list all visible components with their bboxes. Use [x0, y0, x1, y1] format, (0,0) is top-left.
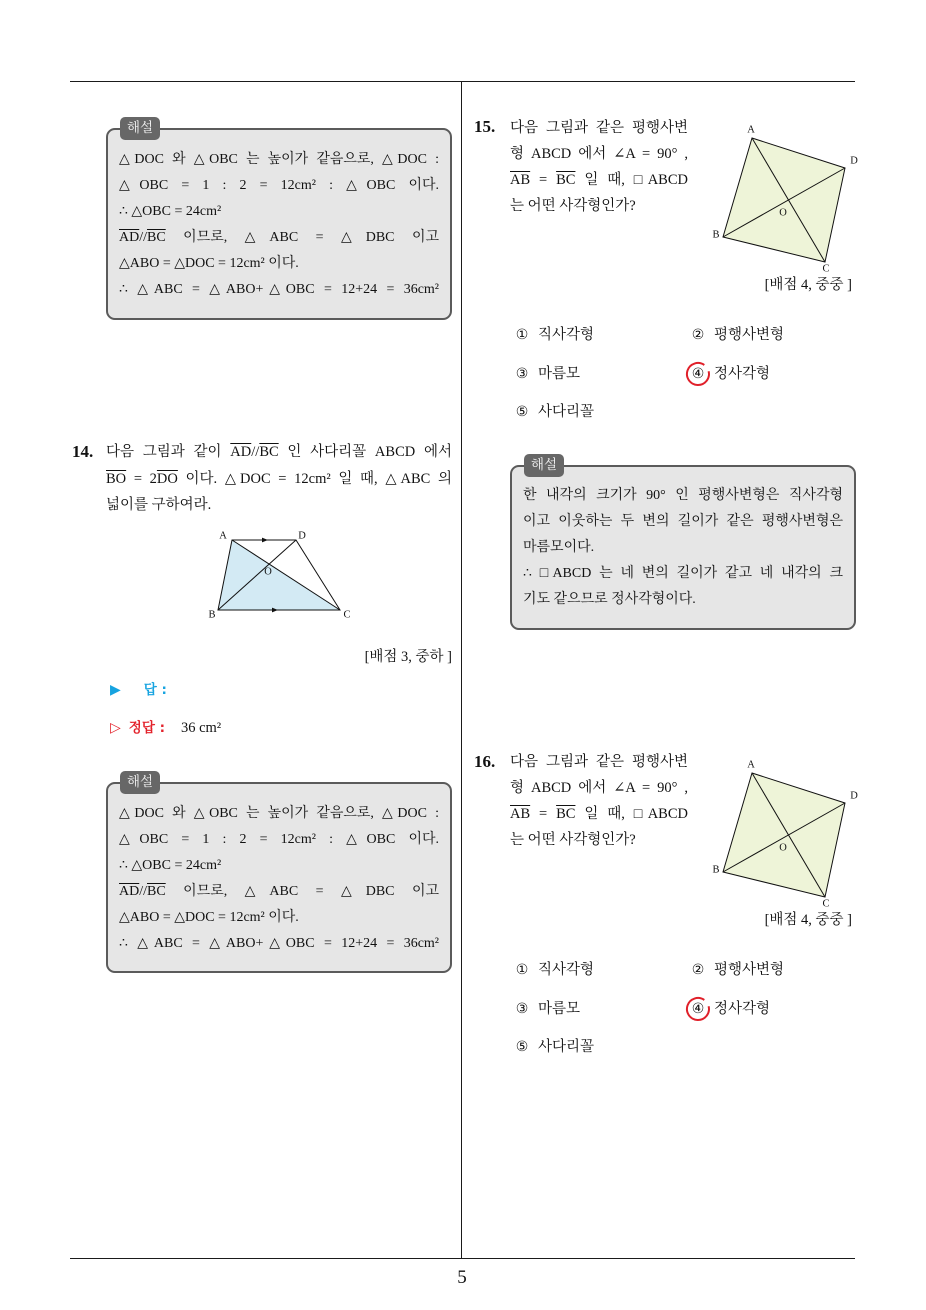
option-text: 직사각형 — [538, 962, 595, 978]
answer-mark-circle — [685, 996, 711, 1022]
explanation-line: △OBC = 1 : 2 = 12cm² : △OBC 이다. — [119, 832, 439, 847]
score-label: [배점 3, 중하 ] — [364, 649, 452, 665]
explanation-line: 한 내각의 크기가 90° 인 평행사변형은 직사각형 — [523, 488, 843, 503]
explanation-line: ∴ □ABCD 는 네 변의 길이가 같고 네 내각의 크 — [523, 566, 843, 581]
option-text: 마름모 — [538, 366, 581, 382]
option-text: 정사각형 — [714, 1001, 771, 1017]
explanation-line — [119, 879, 439, 905]
option-1 — [514, 960, 594, 980]
option-2 — [690, 960, 784, 980]
option-number: ⑤ — [515, 1039, 529, 1055]
explanation-box — [510, 465, 856, 630]
explanation-line — [119, 225, 439, 251]
overline-segment: $\overline{BC}$ — [556, 806, 576, 822]
explanation-line: ∴ △OBC = 24cm² — [119, 858, 222, 873]
problem-line — [106, 439, 452, 466]
explanation-tag: 해설 — [524, 454, 564, 477]
explanation-line: ∴ △ABC = △ABO+△OBC = 12+24 = 36cm² — [119, 282, 439, 297]
explanation-line: △DOC 와 △OBC 는 높이가 같음으로, △DOC : — [119, 806, 439, 821]
text-segment: 이다. △DOC = 12cm² 일 때, △ABC 의 — [177, 470, 452, 487]
vertex-label-c: C — [822, 898, 830, 910]
text-segment: 이므로, △ABC = △DBC 이고 — [165, 884, 439, 899]
overline-segment: $\overline{AD}$ — [119, 884, 140, 899]
vertex-label-d: D — [850, 790, 858, 802]
problem-line — [510, 801, 688, 827]
square-figure — [700, 753, 865, 913]
option-number: ③ — [515, 1001, 529, 1017]
overline-segment: $\overline{DO}$ — [156, 470, 178, 487]
option-number: ① — [515, 962, 529, 978]
explanation-line: △ABO = △DOC = 12cm² 이다. — [119, 256, 299, 271]
score-label: [배점 4, 중중 ] — [764, 912, 852, 928]
option-1 — [514, 325, 594, 345]
text-segment: // — [139, 230, 148, 245]
vertex-label-a: A — [747, 759, 755, 771]
option-4 — [690, 364, 770, 384]
explanation-box — [106, 128, 452, 320]
option-number: ⑤ — [515, 404, 529, 420]
text-segment: // — [251, 444, 260, 460]
text-segment: 이므로, △ABC = △DBC 이고 — [165, 230, 439, 245]
text-segment: 다음 그림과 같이 — [106, 444, 231, 460]
vertex-label-b: B — [712, 864, 720, 876]
explanation-line: △ABO = △DOC = 12cm² 이다. — [119, 910, 299, 925]
option-number: ② — [691, 327, 705, 343]
vertex-label-d: D — [850, 155, 858, 167]
answer-label: 답 : — [143, 682, 167, 698]
vertex-label-o: O — [779, 207, 787, 219]
problem-number: 14. — [72, 442, 94, 461]
column-divider — [461, 82, 462, 1258]
square-figure — [700, 118, 865, 278]
quadrilateral-abcd — [723, 773, 845, 897]
vertex-label-a: A — [747, 124, 755, 136]
text-segment: = — [530, 172, 557, 188]
overline-segment: $\overline{BC}$ — [556, 172, 576, 188]
explanation-line: 마름모이다. — [523, 540, 595, 555]
problem-number: 15. — [474, 117, 496, 136]
option-text: 직사각형 — [538, 327, 595, 343]
correct-answer-row — [110, 716, 221, 740]
text-segment: = — [530, 806, 557, 822]
vertex-label-b: B — [208, 609, 216, 621]
overline-segment: $\overline{BC}$ — [259, 444, 279, 460]
overline-segment: $\overline{AB}$ — [510, 806, 531, 822]
answer-mark-circle — [685, 361, 711, 387]
bottom-rule — [70, 1258, 855, 1259]
explanation-line: ∴ △ABC = △ABO+△OBC = 12+24 = 36cm² — [119, 936, 439, 951]
page-number: 5 — [457, 1267, 467, 1288]
problem-number: 16. — [474, 752, 496, 771]
overline-segment: $\overline{AD}$ — [230, 444, 252, 460]
option-text: 정사각형 — [714, 366, 771, 382]
problem-line: 다음 그림과 같은 평행사변 — [510, 120, 688, 136]
vertex-label-d: D — [298, 530, 306, 542]
correct-arrow-icon: ▷ — [110, 720, 121, 736]
problem-line: 는 어떤 사각형인가? — [510, 198, 636, 214]
option-text: 평행사변형 — [714, 327, 785, 343]
overline-segment: $\overline{BC}$ — [147, 884, 166, 899]
vertex-label-a: A — [219, 530, 227, 542]
option-5 — [514, 402, 594, 422]
parallel-arrow-ad — [262, 538, 268, 543]
overline-segment: $\overline{AB}$ — [510, 172, 531, 188]
problem-line — [106, 466, 452, 493]
correct-answer-value: 36 cm² — [180, 720, 222, 736]
explanation-box — [106, 782, 452, 973]
option-number: ① — [515, 327, 529, 343]
option-3 — [514, 999, 580, 1019]
vertex-label-b: B — [712, 229, 720, 241]
explanation-line: △DOC 와 △OBC 는 높이가 같음으로, △DOC : — [119, 152, 439, 167]
problem-line: 형 ABCD 에서 ∠A = 90° , — [510, 146, 688, 162]
explanation-line: 기도 같으므로 정사각형이다. — [523, 592, 696, 607]
explanation-tag: 해설 — [120, 117, 160, 140]
text-segment: // — [139, 884, 148, 899]
problem-text — [510, 115, 688, 219]
score-label: [배점 4, 중중 ] — [764, 277, 852, 293]
overline-segment: $\overline{BO}$ — [106, 470, 127, 487]
problem-text — [106, 439, 452, 519]
option-number: ④ — [690, 999, 706, 1019]
option-3 — [514, 364, 580, 384]
explanation-tag: 해설 — [120, 771, 160, 794]
vertex-label-c: C — [822, 263, 830, 275]
text-segment: 일 때, □ABCD — [575, 806, 688, 822]
option-text: 평행사변형 — [714, 962, 785, 978]
shaded-triangle-abc — [218, 540, 340, 610]
option-text: 사다리꼴 — [538, 1039, 595, 1055]
option-text: 마름모 — [538, 1001, 581, 1017]
option-text: 사다리꼴 — [538, 404, 595, 420]
overline-segment: $\overline{AD}$ — [119, 230, 140, 245]
problem-line: 다음 그림과 같은 평행사변 — [510, 754, 688, 770]
option-5 — [514, 1037, 594, 1057]
explanation-line: 이고 이웃하는 두 변의 길이가 같은 평행사변형은 — [523, 514, 843, 529]
answer-row — [110, 678, 167, 702]
correct-answer-label: 정답 : — [128, 720, 165, 736]
explanation-line: △OBC = 1 : 2 = 12cm² : △OBC 이다. — [119, 178, 439, 193]
problem-text — [510, 749, 688, 853]
answer-arrow-icon: ▶ — [110, 682, 121, 698]
vertex-label-o: O — [264, 566, 272, 578]
option-number: ③ — [515, 366, 529, 382]
vertex-label-c: C — [343, 609, 351, 621]
problem-line — [510, 167, 688, 193]
overline-segment: $\overline{BC}$ — [147, 230, 166, 245]
vertex-label-o: O — [779, 842, 787, 854]
problem-line: 넓이를 구하여라. — [106, 497, 212, 513]
problem-line: 는 어떤 사각형인가? — [510, 832, 636, 848]
explanation-line: ∴ △OBC = 24cm² — [119, 204, 222, 219]
problem-line: 형 ABCD 에서 ∠A = 90° , — [510, 780, 688, 796]
option-2 — [690, 325, 784, 345]
option-4 — [690, 999, 770, 1019]
text-segment: = 2 — [126, 470, 157, 487]
text-segment: 일 때, □ABCD — [575, 172, 688, 188]
quadrilateral-abcd — [723, 138, 845, 262]
top-rule — [70, 81, 855, 82]
option-number: ④ — [690, 364, 706, 384]
trapezoid-figure — [200, 525, 360, 622]
text-segment: 인 사다리꼴 ABCD 에서 — [278, 444, 452, 460]
option-number: ② — [691, 962, 705, 978]
